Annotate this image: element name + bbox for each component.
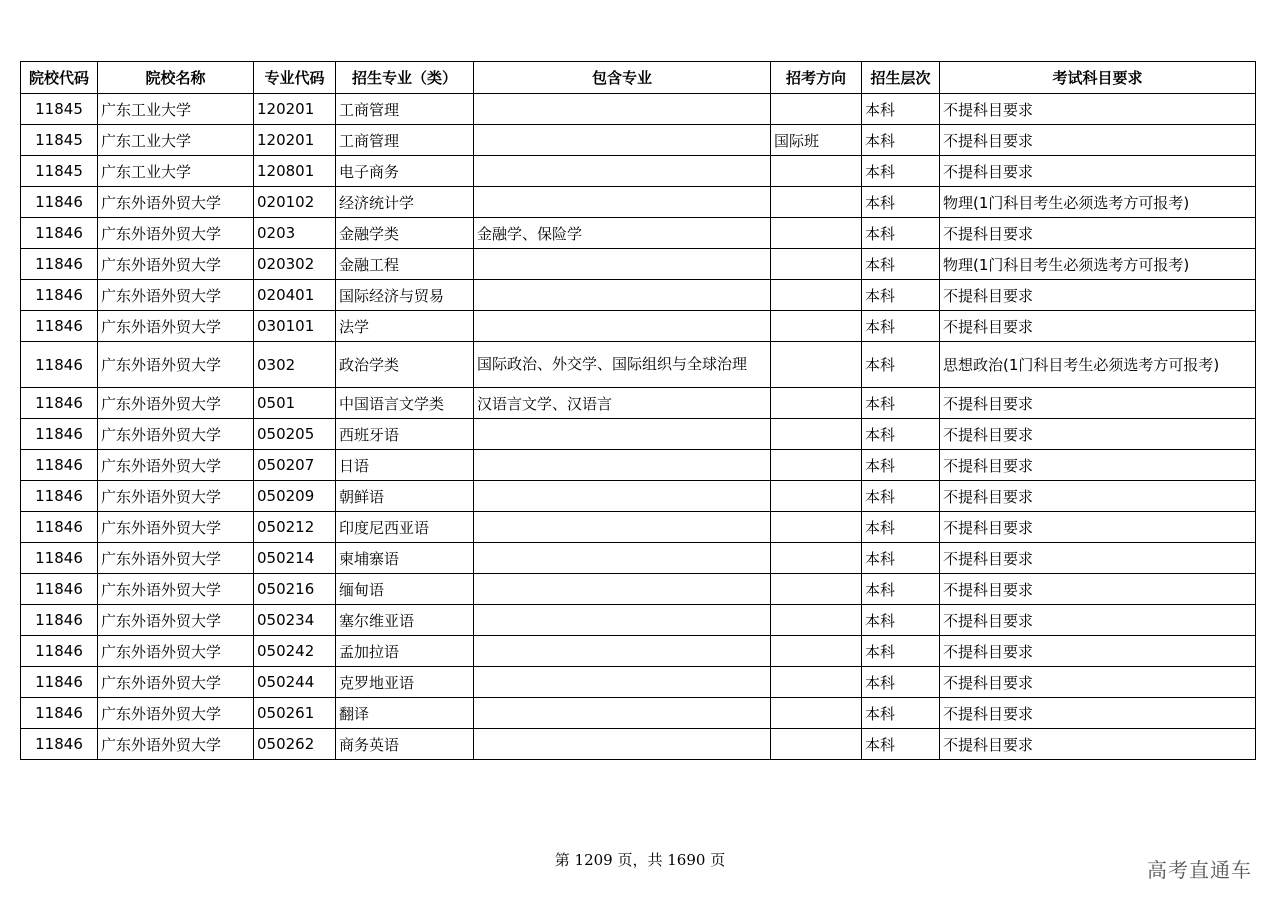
major-code-cell: 020302	[254, 249, 336, 280]
school-code-cell: 11846	[21, 636, 98, 667]
school-code-cell: 11846	[21, 512, 98, 543]
included-majors-cell	[474, 419, 771, 450]
school-name-cell: 广东外语外贸大学	[98, 249, 254, 280]
table-row	[21, 156, 1256, 187]
school-code-cell: 11846	[21, 605, 98, 636]
school-name-cell: 广东外语外贸大学	[98, 543, 254, 574]
major-name-cell: 工商管理	[336, 125, 474, 156]
major-code-cell: 050209	[254, 481, 336, 512]
subject-requirement-cell: 不提科目要求	[940, 388, 1256, 419]
subject-requirement-cell: 不提科目要求	[940, 311, 1256, 342]
header-major-name: 招生专业（类）	[336, 62, 474, 94]
direction-cell	[771, 481, 862, 512]
school-code-cell: 11845	[21, 94, 98, 125]
school-code-cell: 11846	[21, 574, 98, 605]
direction-cell	[771, 342, 862, 388]
subject-requirement-cell: 不提科目要求	[940, 481, 1256, 512]
school-name-cell: 广东外语外贸大学	[98, 481, 254, 512]
table-row	[21, 218, 1256, 249]
major-name-cell: 金融工程	[336, 249, 474, 280]
level-cell: 本科	[862, 667, 940, 698]
school-name-cell: 广东外语外贸大学	[98, 512, 254, 543]
table-row	[21, 698, 1256, 729]
school-name-cell: 广东外语外贸大学	[98, 450, 254, 481]
level-cell: 本科	[862, 512, 940, 543]
included-majors-cell	[474, 249, 771, 280]
included-majors-cell: 金融学、保险学	[474, 218, 771, 249]
school-code-cell: 11846	[21, 280, 98, 311]
level-cell: 本科	[862, 481, 940, 512]
school-name-cell: 广东外语外贸大学	[98, 419, 254, 450]
level-cell: 本科	[862, 605, 940, 636]
major-name-cell: 中国语言文学类	[336, 388, 474, 419]
included-majors-cell: 汉语言文学、汉语言	[474, 388, 771, 419]
major-name-cell: 日语	[336, 450, 474, 481]
school-name-cell: 广东工业大学	[98, 94, 254, 125]
subject-requirement-cell: 不提科目要求	[940, 218, 1256, 249]
school-name-cell: 广东工业大学	[98, 125, 254, 156]
major-code-cell: 050262	[254, 729, 336, 760]
included-majors-cell	[474, 729, 771, 760]
major-code-cell: 030101	[254, 311, 336, 342]
direction-cell	[771, 450, 862, 481]
school-code-cell: 11846	[21, 388, 98, 419]
direction-cell	[771, 419, 862, 450]
subject-requirement-cell: 不提科目要求	[940, 605, 1256, 636]
major-name-cell: 法学	[336, 311, 474, 342]
direction-cell	[771, 218, 862, 249]
level-cell: 本科	[862, 94, 940, 125]
level-cell: 本科	[862, 156, 940, 187]
school-code-cell: 11846	[21, 342, 98, 388]
school-name-cell: 广东外语外贸大学	[98, 729, 254, 760]
table-row	[21, 419, 1256, 450]
school-name-cell: 广东外语外贸大学	[98, 187, 254, 218]
included-majors-cell	[474, 125, 771, 156]
included-majors-cell	[474, 187, 771, 218]
school-code-cell: 11846	[21, 698, 98, 729]
subject-requirement-cell: 不提科目要求	[940, 125, 1256, 156]
table-row	[21, 280, 1256, 311]
table-row	[21, 388, 1256, 419]
major-code-cell: 020401	[254, 280, 336, 311]
direction-cell	[771, 667, 862, 698]
table-row	[21, 450, 1256, 481]
direction-cell	[771, 311, 862, 342]
direction-cell	[771, 388, 862, 419]
major-code-cell: 050261	[254, 698, 336, 729]
table-row	[21, 94, 1256, 125]
major-name-cell: 柬埔寨语	[336, 543, 474, 574]
included-majors-cell	[474, 156, 771, 187]
school-name-cell: 广东外语外贸大学	[98, 698, 254, 729]
school-name-cell: 广东外语外贸大学	[98, 342, 254, 388]
direction-cell	[771, 249, 862, 280]
school-name-cell: 广东外语外贸大学	[98, 667, 254, 698]
table-row	[21, 636, 1256, 667]
header-included-majors: 包含专业	[474, 62, 771, 94]
subject-requirement-cell: 不提科目要求	[940, 450, 1256, 481]
level-cell: 本科	[862, 636, 940, 667]
school-code-cell: 11846	[21, 311, 98, 342]
school-name-cell: 广东工业大学	[98, 156, 254, 187]
table-row	[21, 125, 1256, 156]
direction-cell	[771, 187, 862, 218]
major-code-cell: 020102	[254, 187, 336, 218]
school-name-cell: 广东外语外贸大学	[98, 605, 254, 636]
major-name-cell: 商务英语	[336, 729, 474, 760]
level-cell: 本科	[862, 419, 940, 450]
school-code-cell: 11846	[21, 729, 98, 760]
direction-cell	[771, 156, 862, 187]
subject-requirement-cell: 物理(1门科目考生必须选考方可报考)	[940, 249, 1256, 280]
major-name-cell: 塞尔维亚语	[336, 605, 474, 636]
direction-cell	[771, 94, 862, 125]
table-row	[21, 481, 1256, 512]
major-code-cell: 050212	[254, 512, 336, 543]
subject-requirement-cell: 不提科目要求	[940, 729, 1256, 760]
included-majors-cell	[474, 636, 771, 667]
direction-cell	[771, 280, 862, 311]
included-majors-cell	[474, 280, 771, 311]
subject-requirement-cell: 思想政治(1门科目考生必须选考方可报考)	[940, 342, 1256, 388]
level-cell: 本科	[862, 218, 940, 249]
table-row	[21, 729, 1256, 760]
subject-requirement-cell: 物理(1门科目考生必须选考方可报考)	[940, 187, 1256, 218]
major-code-cell: 120201	[254, 125, 336, 156]
school-code-cell: 11845	[21, 156, 98, 187]
table-row	[21, 249, 1256, 280]
major-name-cell: 朝鲜语	[336, 481, 474, 512]
included-majors-cell	[474, 450, 771, 481]
level-cell: 本科	[862, 311, 940, 342]
level-cell: 本科	[862, 280, 940, 311]
subject-requirement-cell: 不提科目要求	[940, 419, 1256, 450]
included-majors-cell	[474, 605, 771, 636]
subject-requirement-cell: 不提科目要求	[940, 156, 1256, 187]
school-name-cell: 广东外语外贸大学	[98, 388, 254, 419]
subject-requirement-cell: 不提科目要求	[940, 543, 1256, 574]
direction-cell: 国际班	[771, 125, 862, 156]
major-code-cell: 0203	[254, 218, 336, 249]
subject-requirement-cell: 不提科目要求	[940, 512, 1256, 543]
school-code-cell: 11846	[21, 481, 98, 512]
school-code-cell: 11846	[21, 249, 98, 280]
major-name-cell: 政治学类	[336, 342, 474, 388]
subject-requirement-cell: 不提科目要求	[940, 698, 1256, 729]
table-body	[21, 94, 1256, 760]
level-cell: 本科	[862, 729, 940, 760]
school-code-cell: 11846	[21, 543, 98, 574]
school-code-cell: 11846	[21, 667, 98, 698]
level-cell: 本科	[862, 450, 940, 481]
school-name-cell: 广东外语外贸大学	[98, 574, 254, 605]
major-name-cell: 孟加拉语	[336, 636, 474, 667]
major-name-cell: 经济统计学	[336, 187, 474, 218]
direction-cell	[771, 636, 862, 667]
major-code-cell: 050216	[254, 574, 336, 605]
major-code-cell: 050207	[254, 450, 336, 481]
table-row	[21, 574, 1256, 605]
page-number: 第 1209 页，共 1690 页	[554, 851, 726, 869]
school-name-cell: 广东外语外贸大学	[98, 280, 254, 311]
school-code-cell: 11846	[21, 187, 98, 218]
direction-cell	[771, 729, 862, 760]
major-code-cell: 050234	[254, 605, 336, 636]
header-major-code: 专业代码	[254, 62, 336, 94]
major-name-cell: 西班牙语	[336, 419, 474, 450]
direction-cell	[771, 574, 862, 605]
subject-requirement-cell: 不提科目要求	[940, 574, 1256, 605]
major-code-cell: 0302	[254, 342, 336, 388]
school-code-cell: 11846	[21, 450, 98, 481]
direction-cell	[771, 512, 862, 543]
major-code-cell: 050244	[254, 667, 336, 698]
header-direction: 招考方向	[771, 62, 862, 94]
watermark: 高考直通车	[1147, 858, 1252, 882]
subject-requirement-cell: 不提科目要求	[940, 667, 1256, 698]
included-majors-cell	[474, 698, 771, 729]
table-row	[21, 512, 1256, 543]
school-name-cell: 广东外语外贸大学	[98, 311, 254, 342]
major-code-cell: 050214	[254, 543, 336, 574]
header-subject-requirement: 考试科目要求	[940, 62, 1256, 94]
school-name-cell: 广东外语外贸大学	[98, 636, 254, 667]
table-row	[21, 667, 1256, 698]
major-name-cell: 电子商务	[336, 156, 474, 187]
included-majors-cell	[474, 512, 771, 543]
included-majors-cell	[474, 574, 771, 605]
level-cell: 本科	[862, 388, 940, 419]
table-row	[21, 342, 1256, 388]
included-majors-cell: 国际政治、外交学、国际组织与全球治理	[474, 342, 771, 388]
included-majors-cell	[474, 94, 771, 125]
major-name-cell: 缅甸语	[336, 574, 474, 605]
table-row	[21, 543, 1256, 574]
header-level: 招生层次	[862, 62, 940, 94]
table-row	[21, 605, 1256, 636]
school-name-cell: 广东外语外贸大学	[98, 218, 254, 249]
major-code-cell: 120201	[254, 94, 336, 125]
major-name-cell: 印度尼西亚语	[336, 512, 474, 543]
major-name-cell: 金融学类	[336, 218, 474, 249]
major-code-cell: 0501	[254, 388, 336, 419]
included-majors-cell	[474, 667, 771, 698]
table-row	[21, 311, 1256, 342]
level-cell: 本科	[862, 187, 940, 218]
school-code-cell: 11846	[21, 218, 98, 249]
subject-requirement-cell: 不提科目要求	[940, 94, 1256, 125]
major-code-cell: 050205	[254, 419, 336, 450]
included-majors-cell	[474, 311, 771, 342]
direction-cell	[771, 543, 862, 574]
major-name-cell: 国际经济与贸易	[336, 280, 474, 311]
included-majors-cell	[474, 543, 771, 574]
header-school-code: 院校代码	[21, 62, 98, 94]
direction-cell	[771, 605, 862, 636]
direction-cell	[771, 698, 862, 729]
subject-requirement-cell: 不提科目要求	[940, 280, 1256, 311]
admission-table	[20, 61, 1256, 760]
level-cell: 本科	[862, 543, 940, 574]
school-code-cell: 11845	[21, 125, 98, 156]
major-code-cell: 050242	[254, 636, 336, 667]
level-cell: 本科	[862, 574, 940, 605]
major-name-cell: 克罗地亚语	[336, 667, 474, 698]
header-school-name: 院校名称	[98, 62, 254, 94]
level-cell: 本科	[862, 249, 940, 280]
school-code-cell: 11846	[21, 419, 98, 450]
major-code-cell: 120801	[254, 156, 336, 187]
subject-requirement-cell: 不提科目要求	[940, 636, 1256, 667]
level-cell: 本科	[862, 125, 940, 156]
major-name-cell: 工商管理	[336, 94, 474, 125]
level-cell: 本科	[862, 342, 940, 388]
major-name-cell: 翻译	[336, 698, 474, 729]
level-cell: 本科	[862, 698, 940, 729]
table-header-row	[21, 62, 1256, 94]
included-majors-cell	[474, 481, 771, 512]
table-row	[21, 187, 1256, 218]
